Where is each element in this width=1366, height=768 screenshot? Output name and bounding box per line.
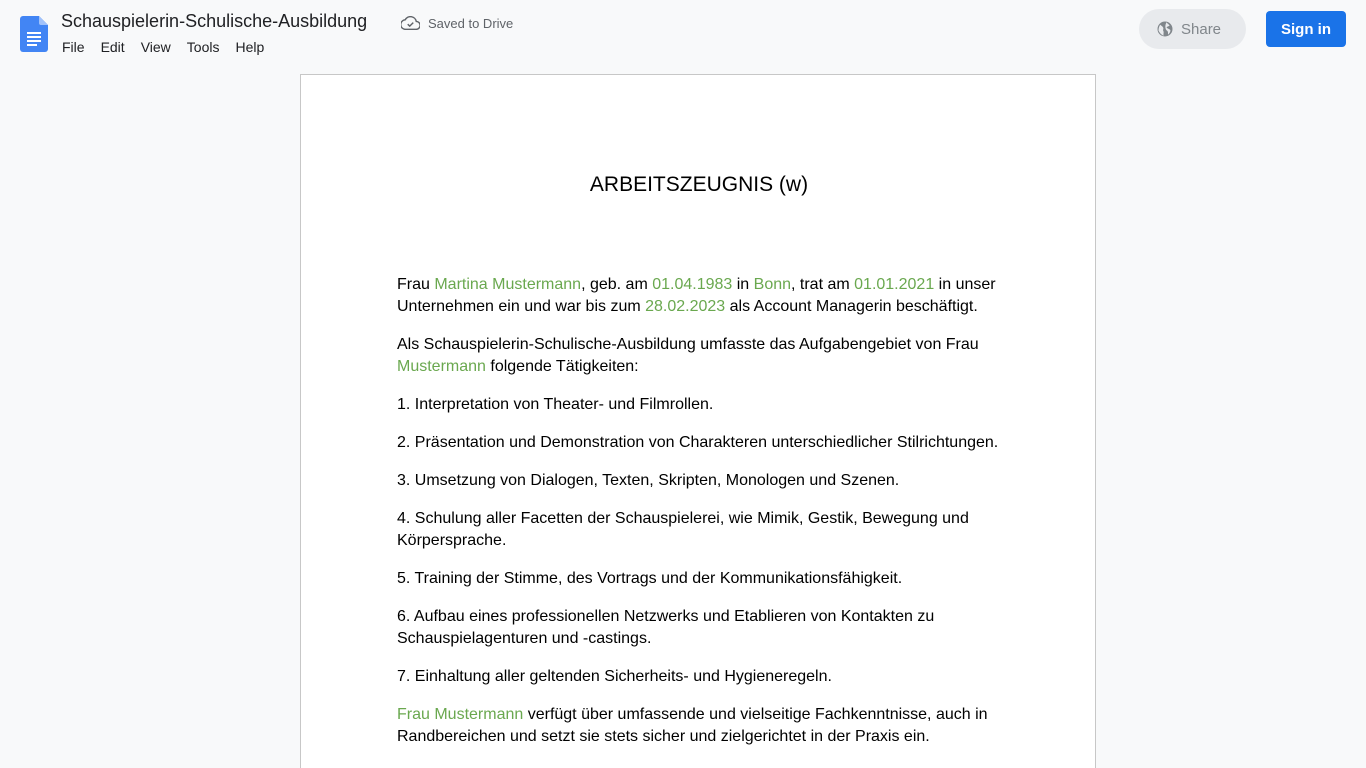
employee-name: Frau Mustermann <box>397 706 524 723</box>
birth-date: 01.04.1983 <box>652 276 733 293</box>
task-item: 7. Einhaltung aller geltenden Sicherheits- und Hygieneregeln. <box>397 668 832 685</box>
text-run: folgende Tätigkeiten: <box>485 358 639 375</box>
text-run: verfügt über umfassende und vielseitige Fachkenntnisse, auch in Randbereichen und setzt sie stets sicher und zielgerichtet in der Praxis ein. <box>397 706 988 745</box>
task-item: 6. Aufbau eines professionellen Netzwerks und Etablieren von Kontakten zu Schauspielagenturen und -castings. <box>397 608 935 647</box>
text-run: in <box>732 276 754 293</box>
text-run: Als Schauspielerin-Schulische-Ausbildung umfasste das Aufgabengebiet von Frau <box>397 336 979 353</box>
sign-in-button[interactable]: Sign in <box>1266 11 1346 47</box>
intro-paragraph <box>397 274 1007 318</box>
text-run: in unser Unternehmen ein und war bis zum <box>397 276 996 315</box>
share-button[interactable] <box>1139 9 1246 49</box>
save-status[interactable] <box>401 13 513 33</box>
skills-paragraph <box>397 704 1007 748</box>
document-heading: ARBEITSZEUGNIS (w) <box>589 173 809 196</box>
menu-bar <box>54 36 272 58</box>
menu-tools[interactable]: Tools <box>186 39 220 55</box>
menu-file[interactable]: File <box>62 39 85 55</box>
text-run: Frau <box>397 276 435 293</box>
task-item: 5. Training der Stimme, des Vortrags und der Kommunikationsfähigkeit. <box>397 570 903 587</box>
employee-surname: Mustermann <box>397 358 486 375</box>
tasks-intro-paragraph <box>397 334 1007 378</box>
employee-name: Martina Mustermann <box>434 276 582 293</box>
cloud-done-icon <box>401 16 420 30</box>
document-page[interactable] <box>300 74 1096 768</box>
text-run: , trat am <box>791 276 855 293</box>
document-title[interactable]: Schauspielerin-Schulische-Ausbildung <box>61 11 368 31</box>
menu-view[interactable]: View <box>140 39 171 55</box>
end-date: 28.02.2023 <box>645 298 726 315</box>
start-date: 01.01.2021 <box>854 276 935 293</box>
text-run: , geb. am <box>581 276 653 293</box>
task-item: 1. Interpretation von Theater- und Filmrollen. <box>397 396 714 413</box>
text-run: als Account Managerin beschäftigt. <box>725 298 978 315</box>
task-item: 3. Umsetzung von Dialogen, Texten, Skripten, Monologen und Szenen. <box>397 472 900 489</box>
task-item: 2. Präsentation und Demonstration von Charakteren unterschiedlicher Stilrichtungen. <box>397 434 999 451</box>
google-docs-icon[interactable] <box>20 16 48 52</box>
birth-city: Bonn <box>753 276 792 293</box>
menu-edit[interactable]: Edit <box>100 39 125 55</box>
document-body <box>397 274 1007 764</box>
globe-icon <box>1157 21 1173 37</box>
task-item: 4. Schulung aller Facetten der Schauspielerei, wie Mimik, Gestik, Bewegung und Körpersprache. <box>397 510 969 549</box>
share-label: Share <box>1181 20 1222 38</box>
menu-help[interactable]: Help <box>235 39 265 55</box>
save-status-label: Saved to Drive <box>428 15 514 31</box>
app-header <box>0 0 1366 64</box>
